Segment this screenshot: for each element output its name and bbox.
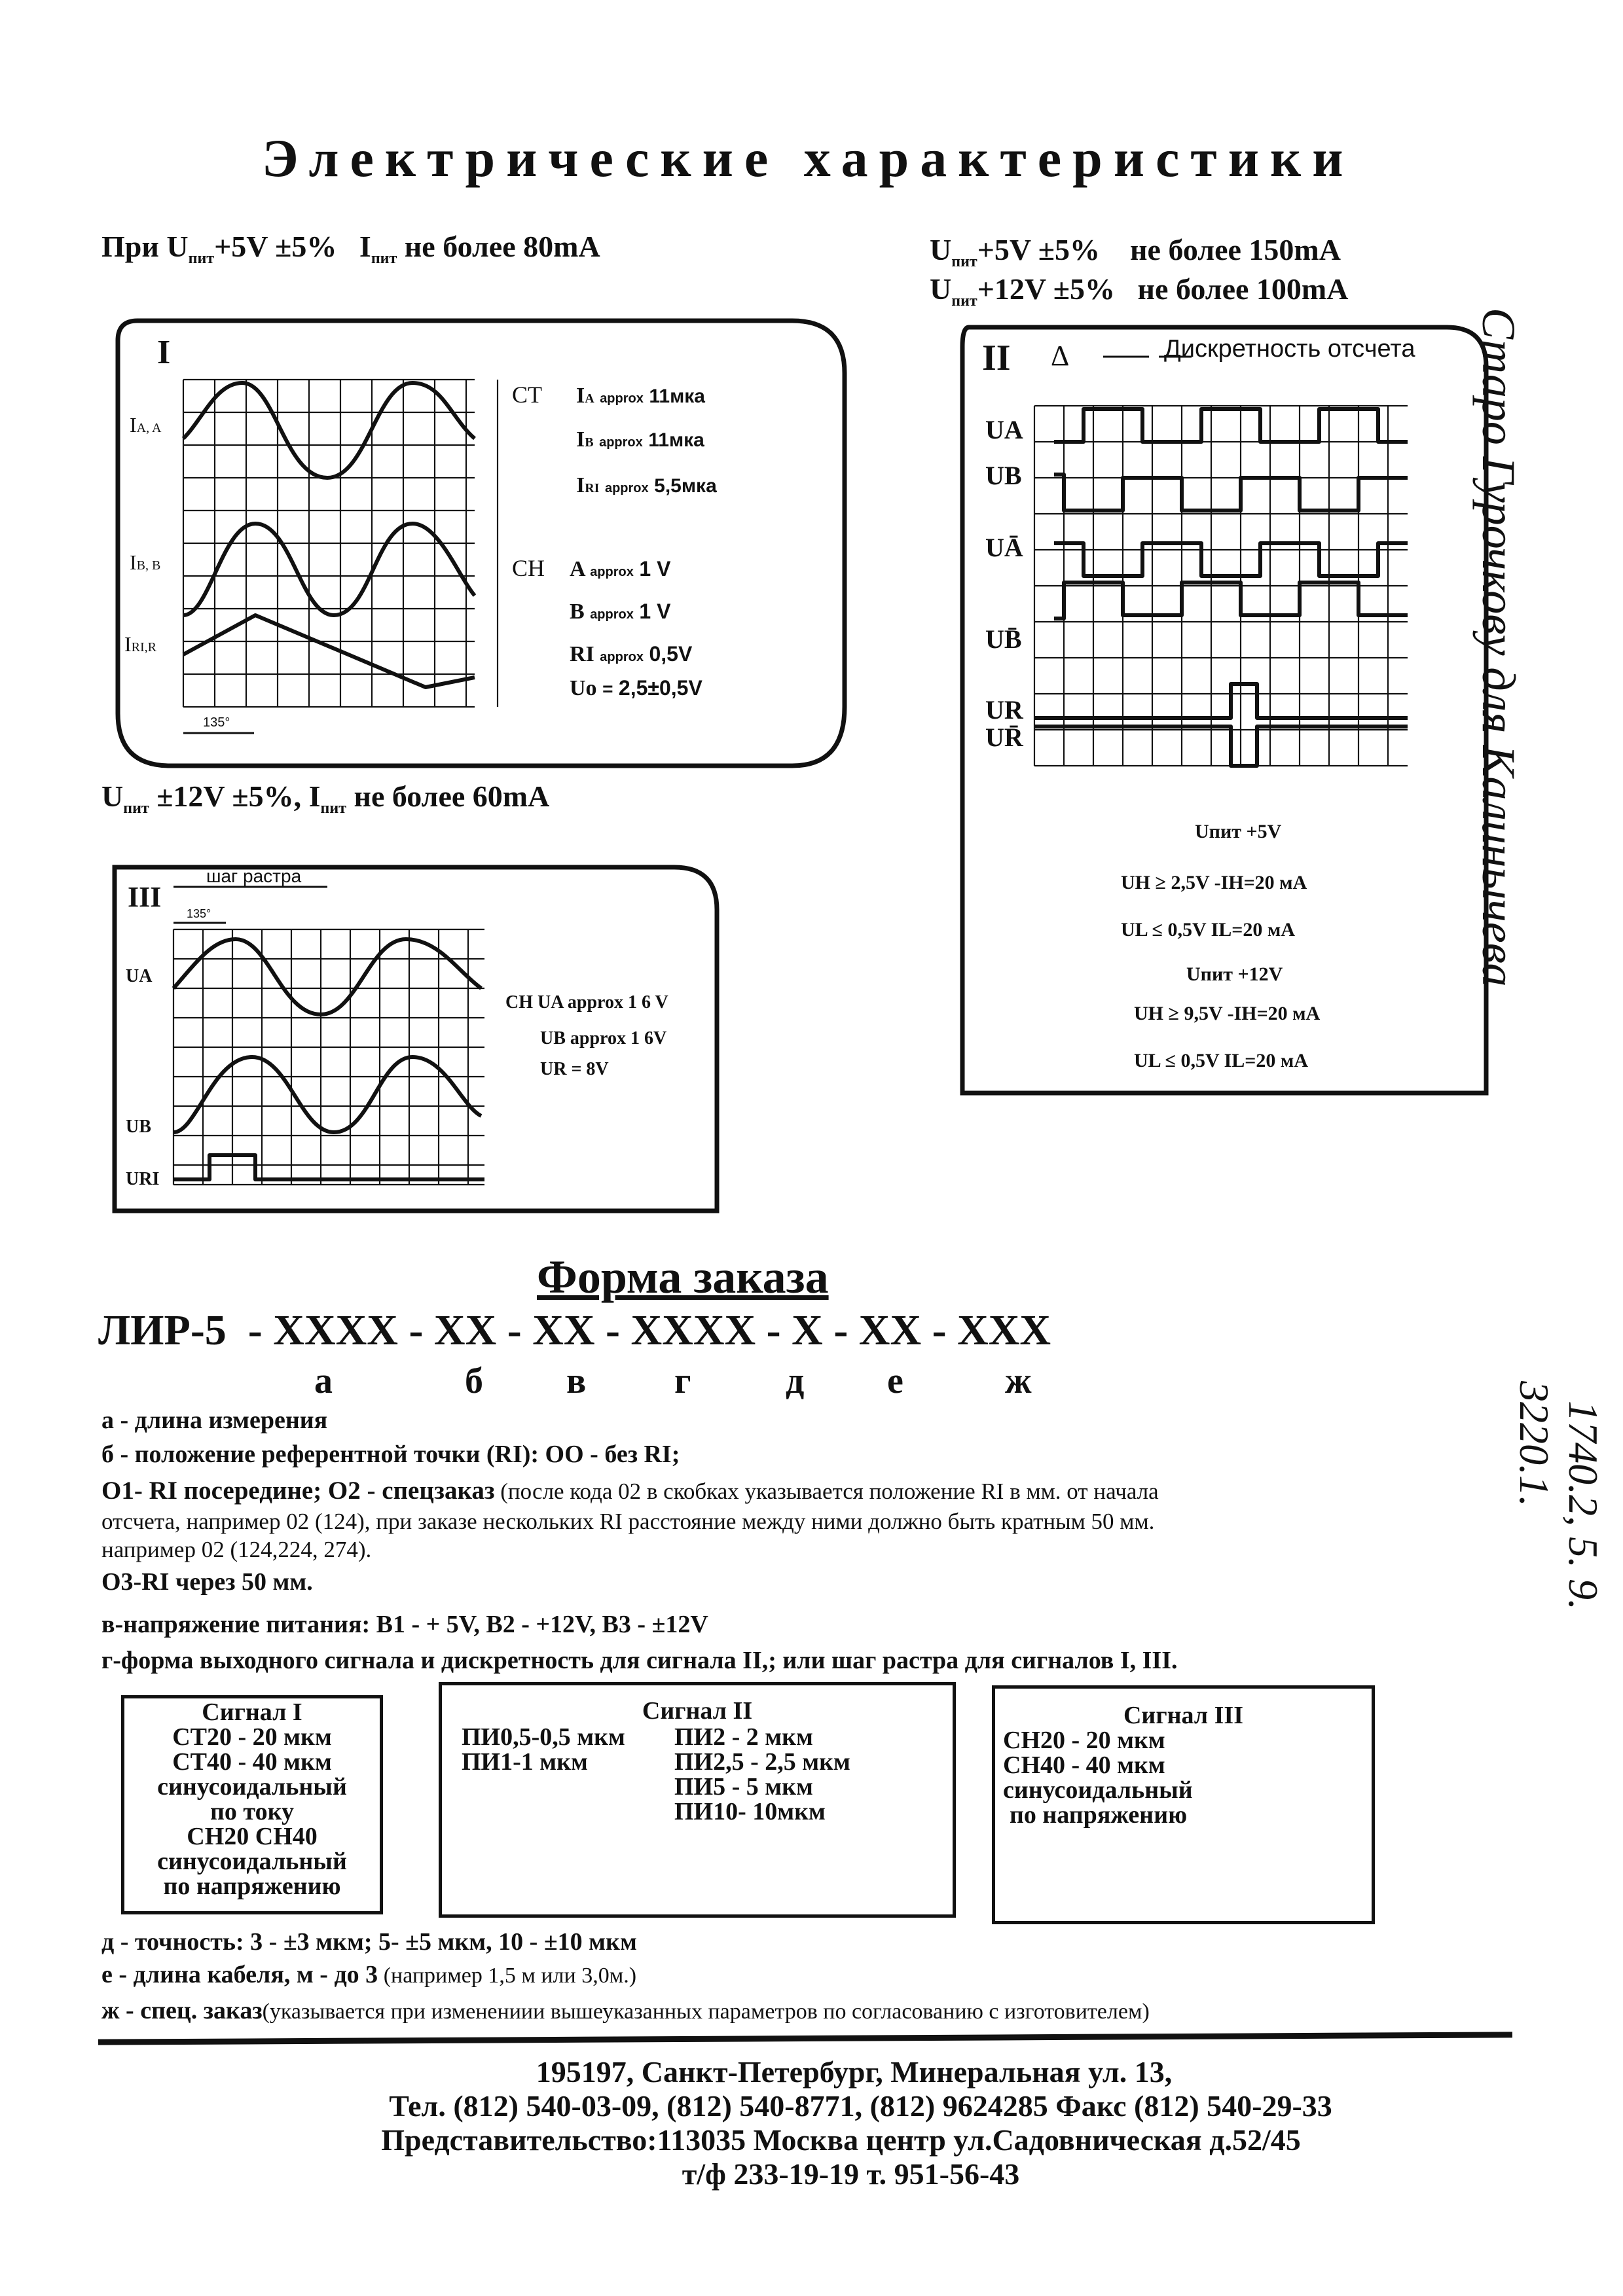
order-line-d <box>101 1928 637 1956</box>
supply-right-limit: не более 100mA <box>1137 272 1349 306</box>
signal-2-title: Сигнал II <box>642 1697 753 1725</box>
supply-limit: не более 80mA <box>397 230 600 263</box>
order-line-e <box>101 1960 636 1989</box>
supply-right-sub: пит <box>951 293 977 310</box>
handwritten-number-2: 3220.1. <box>1511 1381 1558 1507</box>
signal-2-option: ПИ10- 10мкм <box>674 1798 826 1825</box>
letter-v: в <box>566 1361 587 1401</box>
order-line-a <box>101 1406 327 1435</box>
diagram-2-grid <box>1034 406 1408 766</box>
supply-i-sub: пит <box>320 800 346 817</box>
supply-right-value: +5V ±5% <box>977 233 1101 266</box>
order-line-bold: е - длина кабеля, м - до 3 <box>101 1961 378 1988</box>
signal-ub-inv <box>1054 583 1408 619</box>
label-ua-inv: UĀ <box>985 533 1023 562</box>
supply-right-limit: не более 150mA <box>1130 233 1341 266</box>
axis-label-ia: IA, A <box>130 413 162 437</box>
supply-i: I <box>359 230 371 263</box>
contact-address: 195197, Санкт-Петербург, Минеральная ул. 13, <box>536 2055 1173 2089</box>
signal-1-line: синусоидальный <box>157 1848 347 1875</box>
discreteness-label: Дискретность отсчета <box>1164 335 1415 363</box>
contact-moscow: Представительство:113035 Москва центр ул.Садовническая д.52/45 <box>381 2123 1301 2157</box>
ch-row-2: B approx 1 V <box>570 600 671 624</box>
supply-right-u: U <box>930 272 952 306</box>
axis-label-ib: IB, B <box>130 550 161 574</box>
spec-5: UH ≥ 9,5V -IH=20 мA <box>1134 1003 1321 1024</box>
ch-row-1: A approx 1 V <box>570 557 671 581</box>
label-ua: UA <box>985 415 1023 444</box>
signal-3-line: синусоидальный <box>1003 1776 1193 1804</box>
order-line-v <box>101 1610 708 1639</box>
label-ub-inv: UB̄ <box>985 624 1022 654</box>
diagram-3-grid <box>173 929 484 1185</box>
order-line-g <box>101 1646 1177 1675</box>
diagram-1-ct: CT <box>512 382 543 408</box>
diagram-3-spec-2: UB approx 1 6V <box>540 1028 667 1049</box>
order-line-cont1 <box>101 1509 1154 1535</box>
signal-1-line: СТ40 - 40 мкм <box>172 1748 332 1776</box>
signal-1-line: СТ20 - 20 мкм <box>172 1723 332 1751</box>
order-line-zh <box>101 1996 1150 2025</box>
diagram-3-angle: 135° <box>187 907 211 920</box>
signal-2-option: ПИ0,5-0,5 мкм <box>462 1723 625 1751</box>
order-line-cont2 <box>101 1537 371 1563</box>
ct-row-3: IRI approx 5,5мка <box>576 473 717 497</box>
signal-3-title: Сигнал III <box>1123 1702 1243 1729</box>
label-ub: UB <box>985 461 1022 490</box>
handwritten-note: Старо Гурочкову для Калинычева <box>1472 308 1525 987</box>
letter-b: б <box>465 1361 483 1401</box>
signal-2-box <box>439 1682 956 1918</box>
label-ub: UB <box>126 1117 151 1137</box>
spec-4: Uпит +12V <box>1186 963 1283 985</box>
diagram-2-label: II <box>982 338 1011 378</box>
order-line-b <box>101 1440 680 1469</box>
diagram-1-wave-ri <box>183 615 475 687</box>
signal-ua-inv <box>1054 543 1408 576</box>
signal-ur <box>1034 684 1408 718</box>
signal-1-title: Сигнал I <box>202 1698 302 1726</box>
signal-2-option: ПИ5 - 5 мкм <box>674 1773 813 1801</box>
diagram-1-ch: CH <box>512 555 545 581</box>
supply-i: I <box>308 780 321 813</box>
page-title: Электрические характеристики <box>262 128 1355 188</box>
delta-symbol: Δ <box>1051 340 1070 372</box>
signal-3-line: СН40 - 40 мкм <box>1003 1751 1165 1779</box>
supply-u: U <box>101 780 124 813</box>
ct-row-2: IB approx 11мка <box>576 427 704 452</box>
supply-right-sub: пит <box>951 253 977 271</box>
order-line-bold: д - точность: 3 - ±3 мкм; 5- ±5 мкм, 10 - ±10 мкм <box>101 1928 637 1956</box>
signal-2-option: ПИ2 - 2 мкм <box>674 1723 813 1751</box>
supply-right-u: U <box>930 233 952 266</box>
order-line-normal: например 02 (124,224, 274). <box>101 1537 372 1562</box>
signal-ua <box>1054 409 1408 442</box>
supply-right-1 <box>930 232 1341 271</box>
signal-1-line: по напряжению <box>163 1873 341 1900</box>
order-line-normal: (после кода 02 в скобках указывается положение RI в мм. от начала <box>494 1479 1159 1504</box>
diagram-3-wave-b <box>173 1057 481 1132</box>
contact-moscow-phones: т/ф 233-19-19 т. 951-56-43 <box>682 2157 1020 2191</box>
signal-1-line: синусоидальный <box>157 1773 347 1801</box>
order-line-normal: (например 1,5 м или 3,0м.) <box>378 1964 637 1988</box>
ct-row-1: IA approx 11мка <box>576 384 705 408</box>
spec-3: UL ≤ 0,5V IL=20 мA <box>1121 919 1295 941</box>
spec-2: UH ≥ 2,5V -IH=20 мA <box>1121 872 1307 893</box>
order-line-o1 <box>101 1476 1159 1505</box>
signal-1-box <box>121 1695 383 1914</box>
supply-value: +5V ±5% <box>214 230 337 263</box>
label-ua: UA <box>126 966 153 986</box>
supply-u-sub: пит <box>188 250 215 268</box>
label-uri: URI <box>126 1169 160 1189</box>
order-line-bold: ж - спец. заказ <box>101 1997 263 2024</box>
letter-d: д <box>786 1361 805 1401</box>
order-line-normal: отсчета, например 02 (124), при заказе нескольких RI расстояние между ними должно быть кратным 50 мм. <box>101 1509 1155 1534</box>
order-line-bold: б - положение референтной точки (RI): ОО - без RI; <box>101 1441 680 1468</box>
supply-u-sub: пит <box>123 800 149 817</box>
label-ur: UR <box>985 695 1023 725</box>
signal-2-right <box>674 1725 850 1824</box>
signal-2-left <box>462 1725 625 1774</box>
supply-prefix: При <box>101 230 167 263</box>
signal-2-option: ПИ1-1 мкм <box>462 1748 588 1776</box>
supply-right-2 <box>930 272 1348 310</box>
ch-row-4: Uo = 2,5±0,5V <box>570 676 702 700</box>
letter-g: г <box>674 1361 691 1401</box>
contacts <box>0 2055 1623 2191</box>
signal-3-box <box>992 1685 1375 1924</box>
handwritten-number-1: 1740.2, 5. 9. <box>1560 1401 1607 1610</box>
order-line-normal: (указывается при изменениии вышеуказанных параметров по согласованию с изготовителем) <box>262 2000 1150 2024</box>
diagram-3-wave-a <box>173 939 481 1014</box>
spec-1: Uпит +5V <box>1195 821 1282 842</box>
supply-5v-line <box>101 229 600 268</box>
diagram-1-wave-a <box>183 383 475 478</box>
contact-phones: Тел. (812) 540-03-09, (812) 540-8771, (812) 9624285 Факс (812) 540-29-33 <box>389 2089 1332 2123</box>
diagram-3-spec-3: UR = 8V <box>540 1059 609 1079</box>
diagram-2 <box>949 321 1493 1106</box>
diagram-3-wave-ri <box>173 1155 484 1179</box>
letter-zh: ж <box>1005 1361 1032 1401</box>
diagram-3 <box>105 857 727 1224</box>
order-line-bold: г-форма выходного сигнала и дискретность для сигнала II,; или шаг растра для сигналов I, III. <box>101 1647 1178 1674</box>
signal-1-line: СН20 СН40 <box>187 1823 318 1850</box>
supply-i-sub: пит <box>371 250 397 268</box>
diagram-1-label: I <box>157 334 171 371</box>
supply-12v-line <box>101 779 549 817</box>
separator-line <box>98 2032 1512 2045</box>
supply-u: U <box>166 230 189 263</box>
diagram-3-spec-1: CH UA approx 1 6 V <box>505 992 668 1013</box>
order-line-bold: О3-RI через 50 мм. <box>101 1568 313 1596</box>
signal-3-line: СН20 - 20 мкм <box>1003 1727 1165 1754</box>
signal-1-line: по току <box>210 1798 294 1825</box>
diagram-3-label: III <box>128 881 162 913</box>
order-line-bold: в-напряжение питания: В1 - + 5V, В2 - +12V, В3 - ±12V <box>101 1611 708 1638</box>
supply-right-value: +12V ±5% <box>977 272 1116 306</box>
supply-limit: не более 60mA <box>346 780 550 813</box>
order-code: ЛИР-5 - XXXX - XX - XX - XXXX - X - XX - XXX <box>98 1306 1051 1354</box>
diagram-1 <box>111 314 851 772</box>
order-line-o3 <box>101 1568 313 1596</box>
label-ur-inv: UR̄ <box>985 723 1023 752</box>
diagram-1-wave-b <box>183 524 475 615</box>
order-title: Форма заказа <box>537 1251 829 1303</box>
ch-row-3: RI approx 0,5V <box>570 642 693 666</box>
supply-value: ±12V ±5%, <box>149 780 309 813</box>
signal-2-option: ПИ2,5 - 2,5 мкм <box>674 1748 850 1776</box>
raster-label: шаг растра <box>206 866 302 886</box>
spec-6: UL ≤ 0,5V IL=20 мA <box>1134 1050 1308 1071</box>
signal-ub <box>1054 475 1408 511</box>
signal-ur-inv <box>1034 726 1408 766</box>
order-line-bold: О1- RI посередине; О2 - спецзаказ <box>101 1477 495 1505</box>
letter-a: а <box>314 1361 333 1401</box>
signal-3-line: по напряжению <box>1010 1801 1188 1829</box>
letter-e: е <box>887 1361 903 1401</box>
axis-label-iri: IRI,R <box>124 632 156 656</box>
order-line-bold: а - длина измерения <box>101 1407 328 1434</box>
diagram-1-angle: 135° <box>203 715 230 730</box>
